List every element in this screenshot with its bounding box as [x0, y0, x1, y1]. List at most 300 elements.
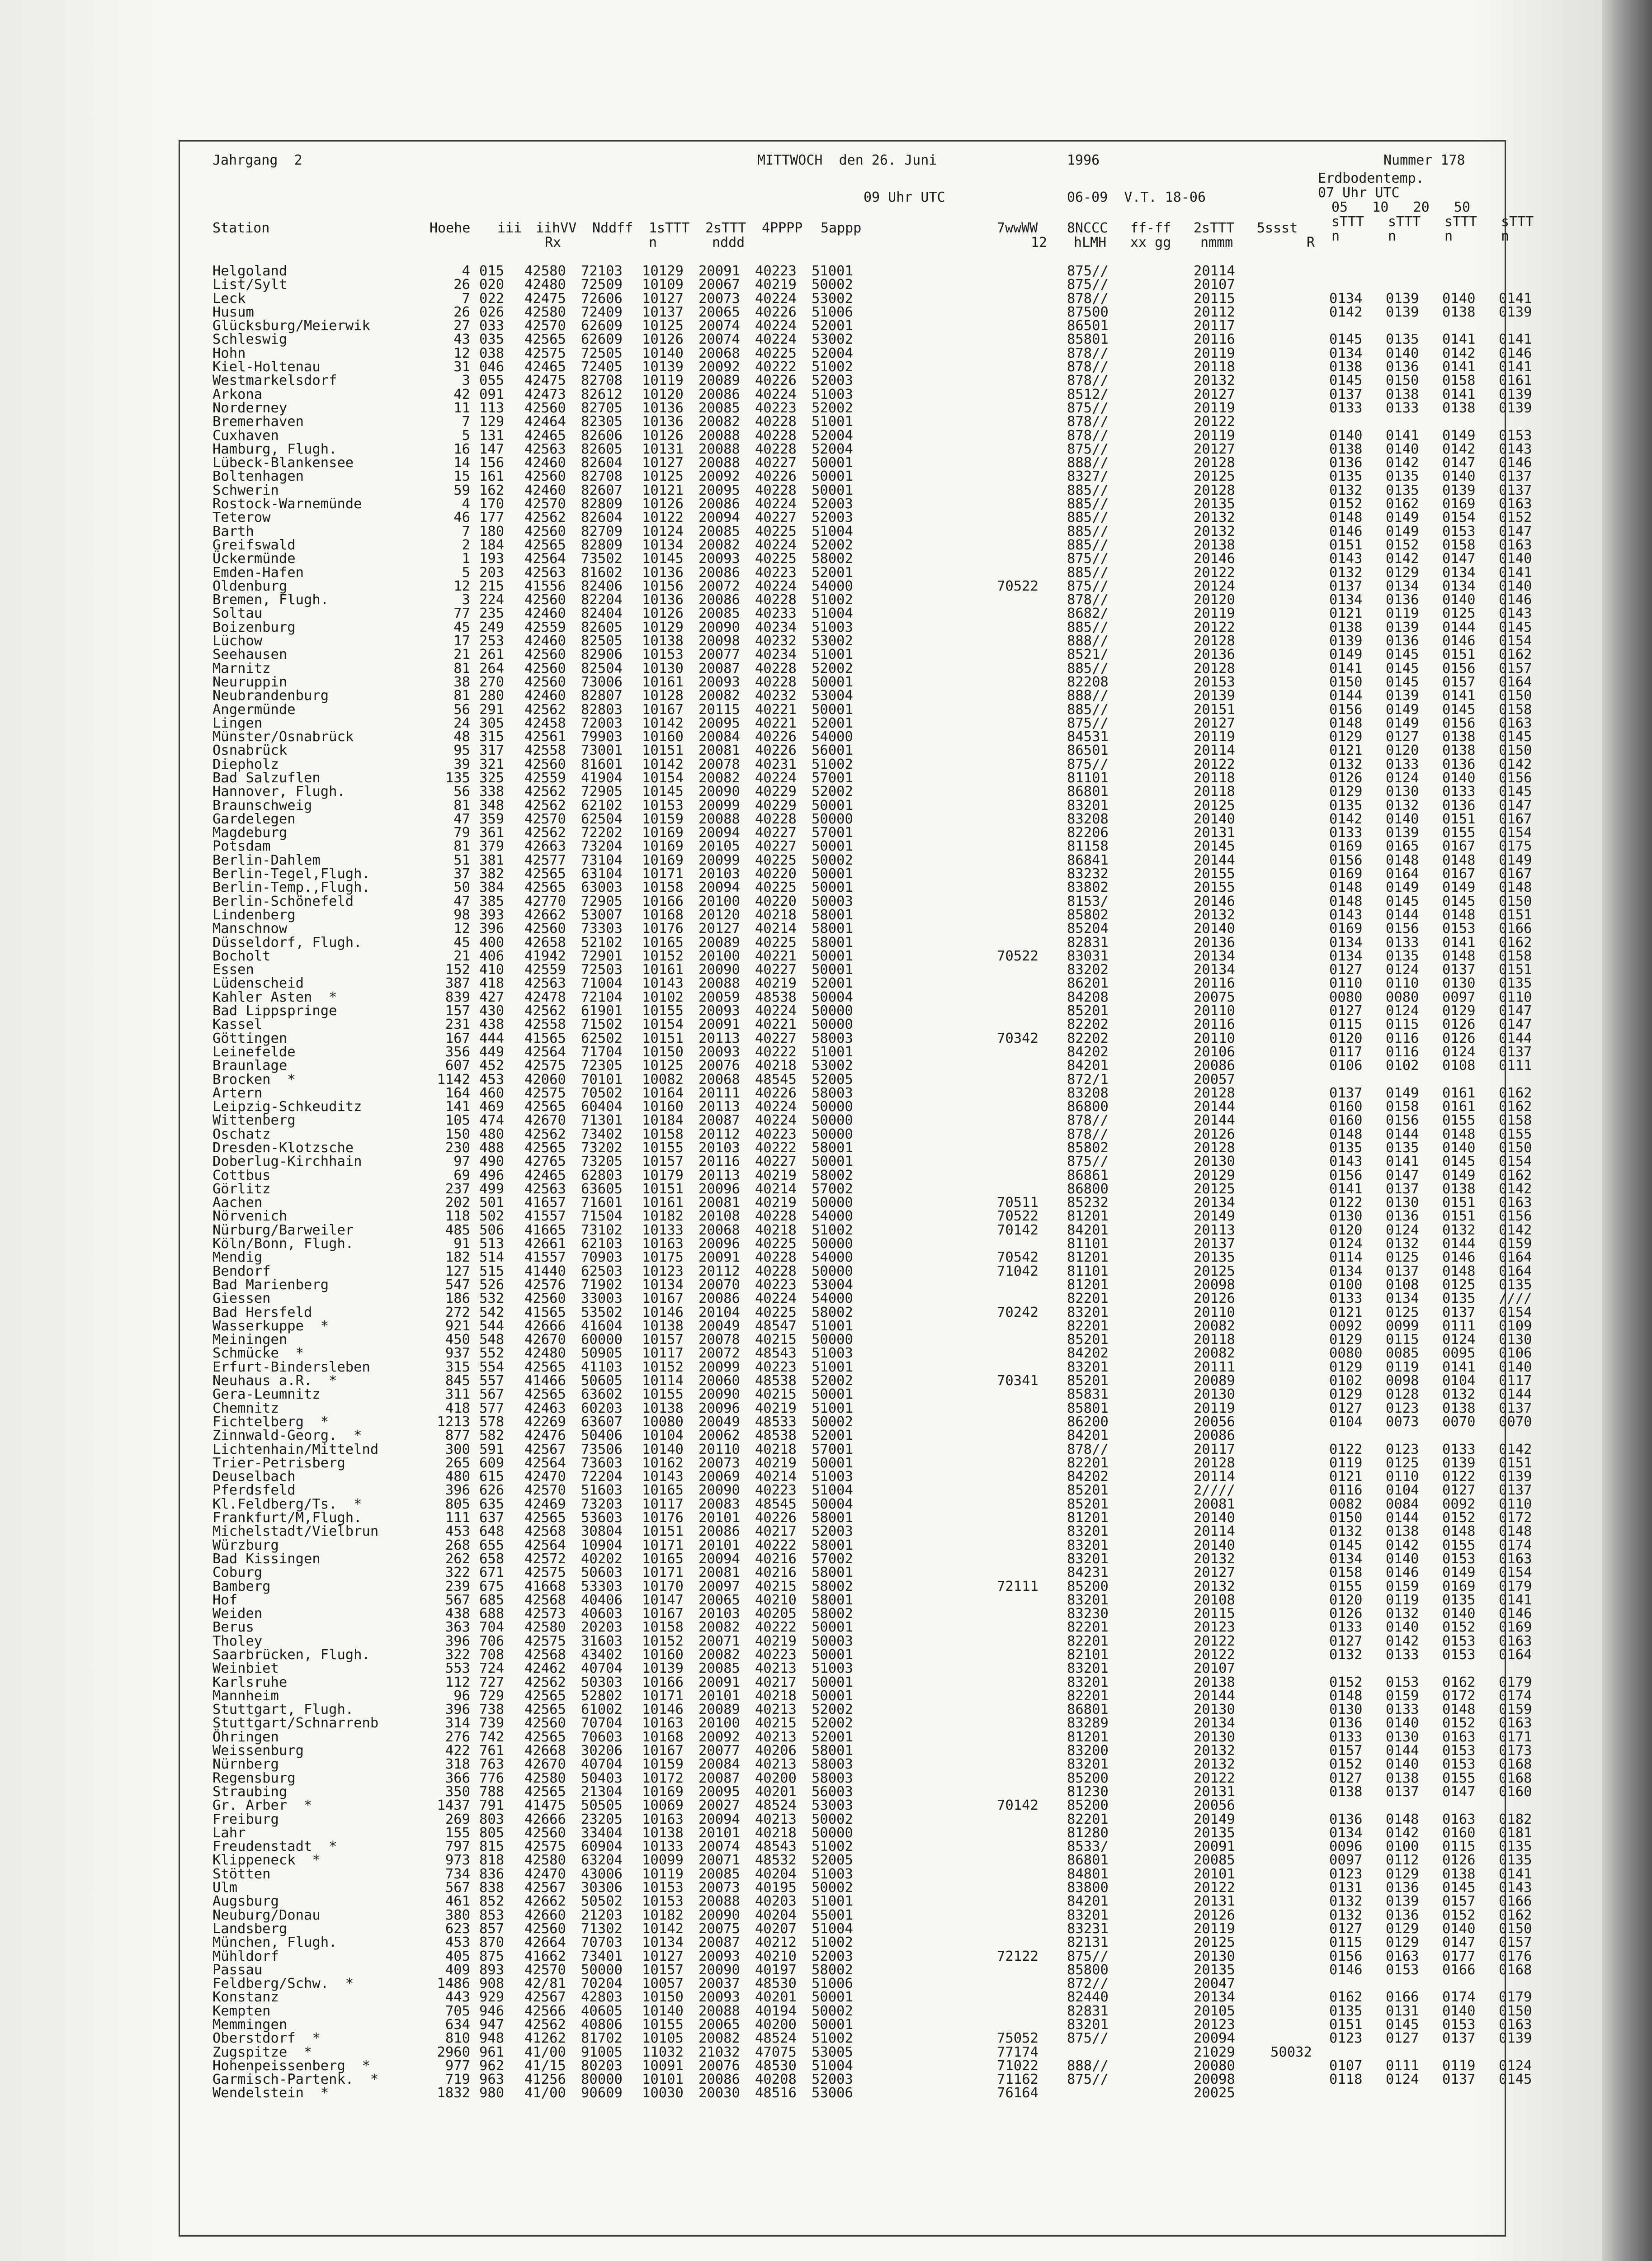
iihvv: 42460 [524, 633, 566, 649]
temp-1s: 10130 [642, 660, 684, 676]
soil-10: 0132 [1386, 1236, 1419, 1252]
temp-1s: 10158 [642, 880, 684, 896]
soil-10: 0133 [1386, 934, 1419, 951]
iihvv: 42661 [524, 1236, 566, 1252]
nddff: 82708 [581, 468, 623, 485]
height: 79 [453, 825, 470, 841]
soil-50: 0164 [1499, 1646, 1532, 1663]
table-row [212, 619, 1532, 635]
soil-10: 0137 [1386, 1783, 1419, 1800]
station-name: Gardelegen [212, 811, 296, 827]
iihvv: 42470 [524, 1866, 566, 1882]
temp-vt: 20118 [1194, 770, 1235, 786]
station-name: Bocholt [212, 948, 271, 964]
pressure-4: 40228 [755, 592, 797, 608]
tendency-5: 51001 [812, 1318, 853, 1334]
iihvv: 42565 [524, 331, 566, 348]
height: 634 [445, 2017, 470, 2033]
nddff: 60904 [581, 1839, 623, 1855]
temp-1s: 10142 [642, 715, 684, 731]
cloud-8: 878// [1067, 373, 1109, 389]
cloud-8: 875// [1067, 400, 1109, 416]
temp-vt: 20155 [1194, 880, 1235, 896]
temp-2s: 20081 [699, 1565, 740, 1581]
height: 48 [453, 729, 470, 745]
temp-1s: 10157 [642, 1154, 684, 1170]
col-sttt-10: sTTT [1388, 214, 1421, 230]
station-id: 776 [479, 1770, 505, 1786]
temp-vt: 20144 [1194, 1688, 1235, 1704]
col-station: Station [212, 220, 270, 236]
temp-2s: 20086 [699, 1291, 740, 1307]
temp-1s: 10165 [642, 934, 684, 951]
height: 14 [453, 455, 470, 471]
iihvv: 41/15 [524, 2058, 566, 2074]
table-row [212, 2072, 1532, 2088]
height: 237 [445, 1181, 470, 1197]
height: 547 [445, 1277, 470, 1293]
temp-2s: 20087 [699, 1770, 740, 1786]
soil-10: 0120 [1386, 743, 1419, 759]
temp-vt: 20098 [1194, 2072, 1235, 2088]
temp-vt: 20130 [1194, 1154, 1235, 1170]
cloud-8: 81158 [1067, 838, 1109, 855]
temp-1s: 10153 [642, 797, 684, 814]
cloud-8: 83201 [1067, 1304, 1109, 1320]
col-5ssst: 5ssst [1257, 220, 1298, 236]
soil-10: 0140 [1386, 811, 1419, 827]
tendency-5: 50001 [812, 1386, 853, 1403]
temp-2s: 20027 [699, 1797, 740, 1814]
soil-05: 0097 [1329, 1852, 1363, 1868]
temp-2s: 20110 [699, 1441, 740, 1457]
station-id: 270 [479, 674, 505, 690]
soil-50: 0164 [1499, 1249, 1532, 1266]
station-id: 321 [479, 756, 505, 772]
station-id: 261 [479, 647, 505, 663]
iihvv: 41466 [524, 1373, 566, 1389]
station-name: Lingen [212, 715, 263, 731]
soil-50: 0141 [1499, 331, 1532, 348]
period-label: 06-09 V.T. 18-06 [1067, 189, 1206, 205]
soil-50: 0179 [1499, 1989, 1532, 2006]
pressure-4: 40234 [755, 619, 797, 635]
pressure-4: 40224 [755, 1112, 797, 1129]
soil-05: 0127 [1329, 1633, 1363, 1649]
tendency-5: 50002 [812, 852, 853, 868]
pressure-4: 40228 [755, 414, 797, 430]
height: 37 [453, 866, 470, 882]
nddff: 73102 [581, 1222, 623, 1238]
temp-vt: 20144 [1194, 852, 1235, 868]
temp-1s: 10169 [642, 838, 684, 855]
temp-2s: 20103 [699, 1606, 740, 1622]
soil-05: 0135 [1329, 1140, 1363, 1156]
tendency-5: 58002 [812, 1962, 853, 1978]
soil-10: 0136 [1386, 1880, 1419, 1896]
iihvv: 42560 [524, 647, 566, 663]
height: 230 [445, 1140, 470, 1156]
nddff: 63602 [581, 1386, 623, 1403]
nddff: 50905 [581, 1345, 623, 1362]
station-name: Trier-Petrisberg [212, 1455, 345, 1471]
tendency-5: 50000 [812, 1825, 853, 1841]
pressure-4: 40210 [755, 1948, 797, 1964]
temp-vt: 20107 [1194, 1660, 1235, 1677]
temp-vt: 20115 [1194, 1606, 1235, 1622]
temp-2s: 20086 [699, 2072, 740, 2088]
soil-20: 0142 [1442, 345, 1476, 361]
tendency-5: 50004 [812, 989, 853, 1005]
pressure-4: 40223 [755, 400, 797, 416]
soil-20: 0147 [1442, 551, 1476, 567]
station-id: 325 [479, 770, 505, 786]
temp-2s: 20068 [699, 1222, 740, 1238]
temp-1s: 10160 [642, 729, 684, 745]
station-id: 348 [479, 797, 505, 814]
temp-2s: 20096 [699, 1400, 740, 1416]
cloud-8: 888// [1067, 633, 1109, 649]
station-name: Mühldorf [212, 1948, 279, 1964]
temp-vt: 20089 [1194, 1373, 1235, 1389]
height: 4 [462, 263, 470, 279]
soil-10: 0073 [1386, 1414, 1419, 1430]
iihvv: 42561 [524, 729, 566, 745]
soil-10: 0144 [1386, 907, 1419, 923]
temp-vt: 20130 [1194, 1729, 1235, 1745]
cloud-8: 83231 [1067, 1920, 1109, 1937]
table-row [212, 1400, 1532, 1416]
table-row [212, 1729, 1532, 1745]
iihvv: 42575 [524, 1839, 566, 1855]
col-12: 12 [1031, 235, 1048, 251]
station-name: Leck [212, 290, 246, 307]
pressure-4: 40226 [755, 729, 797, 745]
table-row [212, 962, 1532, 978]
soil-05: 0121 [1329, 1469, 1363, 1485]
station-id: 805 [479, 1825, 505, 1841]
book-spine [1602, 0, 1652, 2261]
table-row [212, 1839, 1532, 1855]
nddff: 62803 [581, 1167, 623, 1183]
nddff: 40605 [581, 2003, 623, 2019]
table-row [212, 1386, 1532, 1403]
soil-05: 0146 [1329, 523, 1363, 539]
tendency-5: 58001 [812, 1510, 853, 1526]
soil-20: 0153 [1442, 1743, 1476, 1759]
soil-20: 0148 [1442, 1523, 1476, 1540]
nddff: 72606 [581, 290, 623, 307]
tendency-5: 58001 [812, 1743, 853, 1759]
temp-1s: 10125 [642, 468, 684, 485]
station-id: 453 [479, 1071, 505, 1088]
nddff: 71902 [581, 1277, 623, 1293]
temp-1s: 10142 [642, 1920, 684, 1937]
cloud-8: 85802 [1067, 1140, 1109, 1156]
temp-2s: 20087 [699, 1935, 740, 1951]
table-row [212, 1429, 1487, 1443]
soil-20: 0144 [1442, 1236, 1476, 1252]
nddff: 82404 [581, 605, 623, 622]
iihvv: 42566 [524, 2003, 566, 2019]
temp-1s: 10125 [642, 1058, 684, 1074]
tendency-5: 51002 [812, 756, 853, 772]
table-row [212, 537, 1532, 553]
station-id: 763 [479, 1756, 505, 1773]
tendency-5: 52002 [812, 537, 853, 553]
temp-2s: 20085 [699, 400, 740, 416]
soil-50: 0135 [1499, 975, 1532, 992]
nddff: 62102 [581, 797, 623, 814]
cloud-8: 84202 [1067, 1345, 1109, 1362]
station-id: 317 [479, 743, 505, 759]
nddff: 71504 [581, 1208, 623, 1225]
soil-10: 0115 [1386, 1017, 1419, 1033]
soil-20: 0177 [1442, 1948, 1476, 1964]
station-id: 382 [479, 866, 505, 882]
temp-1s: 10133 [642, 1839, 684, 1855]
pressure-4: 40233 [755, 605, 797, 622]
soil-05: 0152 [1329, 1756, 1363, 1773]
temp-1s: 10146 [642, 1702, 684, 1718]
soil-20: 0139 [1442, 1455, 1476, 1471]
iihvv: 42565 [524, 1359, 566, 1375]
height: 47 [453, 893, 470, 909]
soil-10: 0135 [1386, 468, 1419, 485]
nddff: 80000 [581, 2072, 623, 2088]
station-id: 791 [479, 1797, 505, 1814]
temp-vt: 20122 [1194, 1633, 1235, 1649]
soil-50: 0163 [1499, 1195, 1532, 1211]
soil-05: 0148 [1329, 893, 1363, 909]
soil-05: 0138 [1329, 619, 1363, 635]
table-row [212, 1345, 1532, 1362]
soil-50: 0144 [1499, 1030, 1532, 1046]
station-id: 253 [479, 633, 505, 649]
nddff: 62504 [581, 811, 623, 827]
cloud-8: 83802 [1067, 880, 1109, 896]
temp-2s: 20092 [699, 468, 740, 485]
iihvv: 42568 [524, 1646, 566, 1663]
soil-10: 0135 [1386, 482, 1419, 498]
nddff: 60404 [581, 1099, 623, 1115]
temp-vt: 20086 [1194, 1428, 1235, 1444]
soil-50: 0110 [1499, 1496, 1532, 1512]
soil-20: 0147 [1442, 455, 1476, 471]
height: 453 [445, 1935, 470, 1951]
tendency-5: 52004 [812, 345, 853, 361]
soil-10: 0080 [1386, 989, 1419, 1005]
temp-2s: 20099 [699, 852, 740, 868]
soil-05: 0132 [1329, 564, 1363, 581]
temp-vt: 20108 [1194, 1592, 1235, 1608]
soil-20: 0157 [1442, 1893, 1476, 1910]
tendency-5: 52002 [812, 1715, 853, 1731]
tendency-5: 51004 [812, 2058, 853, 2074]
temp-1s: 10138 [642, 1825, 684, 1841]
temp-1s: 10152 [642, 1633, 684, 1649]
tendency-5: 50002 [812, 277, 853, 293]
nddff: 30804 [581, 1523, 623, 1540]
station-name: Stuttgart, Flugh. [212, 1702, 354, 1718]
pressure-4: 40219 [755, 277, 797, 293]
temp-2s: 20090 [699, 1386, 740, 1403]
station-name: Greifswald [212, 537, 296, 553]
table-row [212, 1715, 1532, 1731]
soil-05: 0157 [1329, 1743, 1363, 1759]
table-row [212, 1373, 1532, 1389]
soil-05: 0133 [1329, 1619, 1363, 1636]
soil-20: 0151 [1442, 647, 1476, 663]
height: 81 [453, 688, 470, 704]
soil-50: 0151 [1499, 907, 1532, 923]
station-id: 727 [479, 1674, 505, 1690]
temp-vt: 20131 [1194, 1783, 1235, 1800]
station-name: Angermünde [212, 701, 296, 718]
soil-05: 0145 [1329, 1537, 1363, 1553]
table-row [212, 1674, 1532, 1690]
temp-vt: 20114 [1194, 263, 1235, 279]
station-id: 396 [479, 921, 505, 937]
nddff: 73203 [581, 1496, 623, 1512]
pressure-4: 40219 [755, 1400, 797, 1416]
pressure-4: 40232 [755, 633, 797, 649]
cloud-8: 84531 [1067, 729, 1109, 745]
iihvv: 42562 [524, 825, 566, 841]
height: 26 [453, 277, 470, 293]
soil-20: 0149 [1442, 1167, 1476, 1183]
temp-vt: 20119 [1194, 427, 1235, 444]
iihvv: 42464 [524, 414, 566, 430]
soil-50: 0140 [1499, 578, 1532, 594]
soil-20: 0147 [1442, 1783, 1476, 1800]
height: 51 [453, 852, 470, 868]
pressure-4: 48516 [755, 2085, 797, 2101]
temp-1s: 10147 [642, 1592, 684, 1608]
temp-1s: 10119 [642, 1866, 684, 1882]
height: 7 [462, 523, 470, 539]
station-id: 609 [479, 1455, 505, 1471]
temp-1s: 10160 [642, 1099, 684, 1115]
height: 3 [462, 592, 470, 608]
soil-50: 0167 [1499, 866, 1532, 882]
temp-vt: 20119 [1194, 400, 1235, 416]
nddff: 72503 [581, 962, 623, 978]
nddff: 82803 [581, 701, 623, 718]
temp-1s: 10184 [642, 1112, 684, 1129]
erdboden-label: Erdbodentemp. [1318, 170, 1424, 186]
soil-50: 0140 [1499, 551, 1532, 567]
soil-50: 0139 [1499, 304, 1532, 320]
table-row [212, 1140, 1532, 1156]
station-name: Husum [212, 304, 254, 320]
soil-50: 0135 [1499, 1852, 1532, 1868]
soil-10: 0123 [1386, 1400, 1419, 1416]
table-row [212, 1044, 1532, 1060]
cloud-8: 875// [1067, 2072, 1109, 2088]
temp-2s: 20098 [699, 633, 740, 649]
soil-20: 0140 [1442, 1140, 1476, 1156]
temp-2s: 20082 [699, 2030, 740, 2047]
soil-50: 0147 [1499, 1017, 1532, 1033]
soil-20: 0148 [1442, 1126, 1476, 1142]
station-id: 438 [479, 1017, 505, 1033]
soil-10: 0145 [1386, 647, 1419, 663]
temp-2s: 20082 [699, 1619, 740, 1636]
temp-1s: 10134 [642, 1277, 684, 1293]
table-row [212, 1003, 1532, 1019]
soil-50: 0163 [1499, 537, 1532, 553]
temp-2s: 20096 [699, 1236, 740, 1252]
temp-1s: 10159 [642, 1756, 684, 1773]
pressure-4: 40229 [755, 784, 797, 800]
soil-05: 0126 [1329, 1606, 1363, 1622]
temp-2s: 20037 [699, 1976, 740, 1992]
iihvv: 42469 [524, 1496, 566, 1512]
soil-20: 0163 [1442, 1811, 1476, 1827]
temp-vt: 20113 [1194, 1222, 1235, 1238]
temp-2s: 20049 [699, 1414, 740, 1430]
height: 95 [453, 743, 470, 759]
height: 98 [453, 907, 470, 923]
pressure-4: 40226 [755, 373, 797, 389]
snow-5: 50032 [1270, 2044, 1312, 2060]
soil-05: 0122 [1329, 1441, 1363, 1457]
iihvv: 42480 [524, 1345, 566, 1362]
height: 38 [453, 674, 470, 690]
temp-1s: 10134 [642, 1935, 684, 1951]
table-row [212, 468, 1532, 485]
soil-20: 0111 [1442, 1318, 1476, 1334]
col-4pppp: 4PPPP [762, 220, 803, 236]
height: 265 [445, 1455, 470, 1471]
height: 921 [445, 1318, 470, 1334]
iihvv: 42558 [524, 1017, 566, 1033]
soil-20: 0138 [1442, 1181, 1476, 1197]
soil-50: 0137 [1499, 1482, 1532, 1499]
soil-20: 0138 [1442, 729, 1476, 745]
temp-vt: 20119 [1194, 345, 1235, 361]
iihvv: 42565 [524, 1386, 566, 1403]
soil-20: 0145 [1442, 1880, 1476, 1896]
station-name: Westmarkelsdorf [212, 373, 337, 389]
temp-1s: 10133 [642, 1222, 684, 1238]
soil-50: 0162 [1499, 647, 1532, 663]
soil-10: 0138 [1386, 1770, 1419, 1786]
temp-1s: 10057 [642, 1976, 684, 1992]
temp-vt: 20131 [1194, 1893, 1235, 1910]
pressure-4: 40226 [755, 743, 797, 759]
soil-20: 0167 [1442, 838, 1476, 855]
soil-10: 0145 [1386, 893, 1419, 909]
station-name: München, Flugh. [212, 1935, 337, 1951]
station-id: 658 [479, 1551, 505, 1567]
temp-2s: 20065 [699, 2017, 740, 2033]
tendency-5: 50000 [812, 1195, 853, 1211]
temp-vt: 20140 [1194, 921, 1235, 937]
soil-05: 0156 [1329, 701, 1363, 718]
soil-05: 0127 [1329, 1920, 1363, 1937]
table-row [212, 688, 1532, 704]
table-row [212, 373, 1532, 389]
cloud-8: 82201 [1067, 1318, 1109, 1334]
nddff: 52802 [581, 1688, 623, 1704]
table-row [212, 551, 1532, 567]
height: 438 [445, 1606, 470, 1622]
station-id: 685 [479, 1592, 505, 1608]
table-row [212, 290, 1532, 307]
temp-2s: 20091 [699, 1017, 740, 1033]
